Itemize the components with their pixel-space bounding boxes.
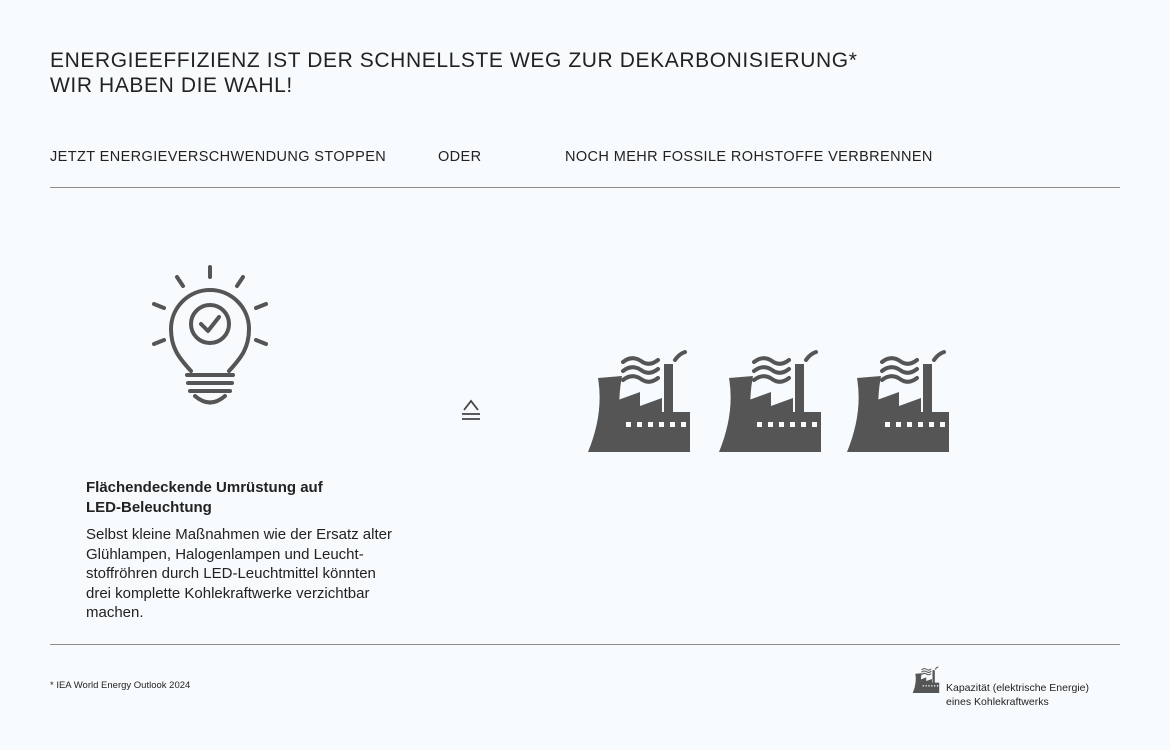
description-body-line: stoffröhren durch LED-Leuchtmittel könnten bbox=[86, 565, 376, 582]
title-line-1: ENERGIEEFFIZIENZ IST DER SCHNELLSTE WEG ZUR DEKARBONISIERUNG* bbox=[50, 49, 858, 72]
legend-label bbox=[946, 681, 1146, 709]
power-plant-icon bbox=[845, 348, 951, 456]
description-body bbox=[86, 525, 436, 623]
description-title-line-1: Flächendeckende Umrüstung auf bbox=[86, 479, 323, 496]
description-body-line: drei komplette Kohlekraftwerke verzichtbar bbox=[86, 584, 370, 602]
legend-line-2: eines Kohlekraftwerks bbox=[946, 696, 1049, 708]
top-divider bbox=[50, 187, 1120, 188]
title-line-2: WIR HABEN DIE WAHL! bbox=[50, 74, 293, 97]
description-body-line: Selbst kleine Maßnahmen wie der Ersatz alter bbox=[86, 526, 392, 543]
choice-right-label: NOCH MEHR FOSSILE ROHSTOFFE VERBRENNEN bbox=[565, 149, 933, 165]
power-plant-icon bbox=[717, 348, 823, 456]
lightbulb-check-icon bbox=[145, 258, 275, 414]
corresponds-to-icon bbox=[459, 398, 483, 422]
choice-left-label: JETZT ENERGIEVERSCHWENDUNG STOPPEN bbox=[50, 149, 387, 165]
footnote: * IEA World Energy Outlook 2024 bbox=[50, 680, 191, 691]
power-plant-icon bbox=[912, 666, 940, 694]
choice-or-label: ODER bbox=[438, 149, 482, 165]
bottom-divider bbox=[50, 644, 1120, 645]
power-plant-icon bbox=[586, 348, 692, 456]
legend-line-1: Kapazität (elektrische Energie) bbox=[946, 682, 1089, 694]
description-title-line-2: LED-Beleuchtung bbox=[86, 498, 212, 516]
page-title bbox=[50, 48, 858, 98]
description-title bbox=[86, 478, 436, 517]
description-block bbox=[86, 478, 436, 623]
description-body-line: Glühlampen, Halogenlampen und Leucht- bbox=[86, 545, 364, 563]
description-body-line: machen. bbox=[86, 604, 144, 621]
power-plants-group bbox=[586, 348, 956, 456]
